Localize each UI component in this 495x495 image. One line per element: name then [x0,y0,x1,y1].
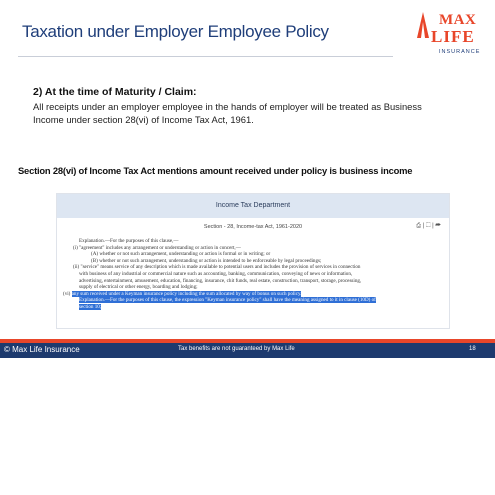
page-number: 18 [469,346,476,352]
law-line: advertising, entertainment, amusement, education, financing, insurance, chit funds, real estate, construction, transport, storage, processing, [79,277,362,284]
income-tax-screenshot [56,193,450,329]
law-line: (B) whether or not such arrangement, understanding or action is intended to be enforceable by legal proceedings; [91,257,322,264]
law-line: supply of electrical or other energy, boarding and lodging; [79,284,198,291]
highlighted-clause: any sum received under a Keyman insurance policy including the sum allocated by way of bonus on such policy. [71,290,302,297]
slide-title: Taxation under Employer Employee Policy [22,22,329,41]
panel-header [57,194,449,218]
law-line: with business of any industrial or commercial nature such as accounting, banking, communication, conveying of news or information, [79,270,353,277]
panel-section-title: Section - 28, Income-tax Act, 1961-2020 [203,224,303,230]
section-note: Section 28(vi) of Income Tax Act mentions amount received under policy is business income [18,165,413,176]
logo-flame-icon [413,10,433,40]
law-highlight-line [63,291,447,298]
law-line: Explanation.—For the purposes of this clause,— [79,238,179,244]
footer-disclaimer: Tax benefits are not guaranteed by Max Life [178,346,295,352]
logo-text-max: MAX [439,12,477,28]
logo-text-insurance: INSURANCE [439,49,481,55]
maturity-paragraph: All receipts under an employer employee in the hands of employer will be treated as Business Income under section 28(vi) of Income Tax Act, 1961. [33,101,422,125]
law-text [63,238,447,311]
law-line: (i) "agreement" includes any arrangement or understanding or action in concert,— [73,244,241,251]
footer-bar [0,343,495,358]
panel-header-title: Income Tax Department [215,202,291,209]
title-divider [18,56,393,57]
panel-subheader [57,222,449,234]
highlighted-explanation: Explanation.—For the purposes of this clause, the expression "Keyman insurance policy" shall have the meaning assigned to it in clause (10D) of [79,297,376,304]
footer-copyright: © Max Life Insurance [4,345,80,354]
clause-label: (vi) [63,290,71,297]
law-line: (ii) "service" means service of any description which is made available to potential users and includes the provision of services in connection [73,264,361,271]
panel-tool-icons[interactable]: ⎙ | ⬚ | ➦ [416,223,441,229]
law-highlight-line [63,297,447,304]
law-line: (A) whether or not such arrangement, understanding or action is formal or in writing; or [91,251,271,258]
logo-text-life: LIFE [431,27,475,46]
maturity-heading: 2) At the time of Maturity / Claim: [33,86,197,98]
highlighted-section-ref: section 10; [79,303,102,310]
law-highlight-line [63,304,447,311]
max-life-logo [411,8,487,60]
